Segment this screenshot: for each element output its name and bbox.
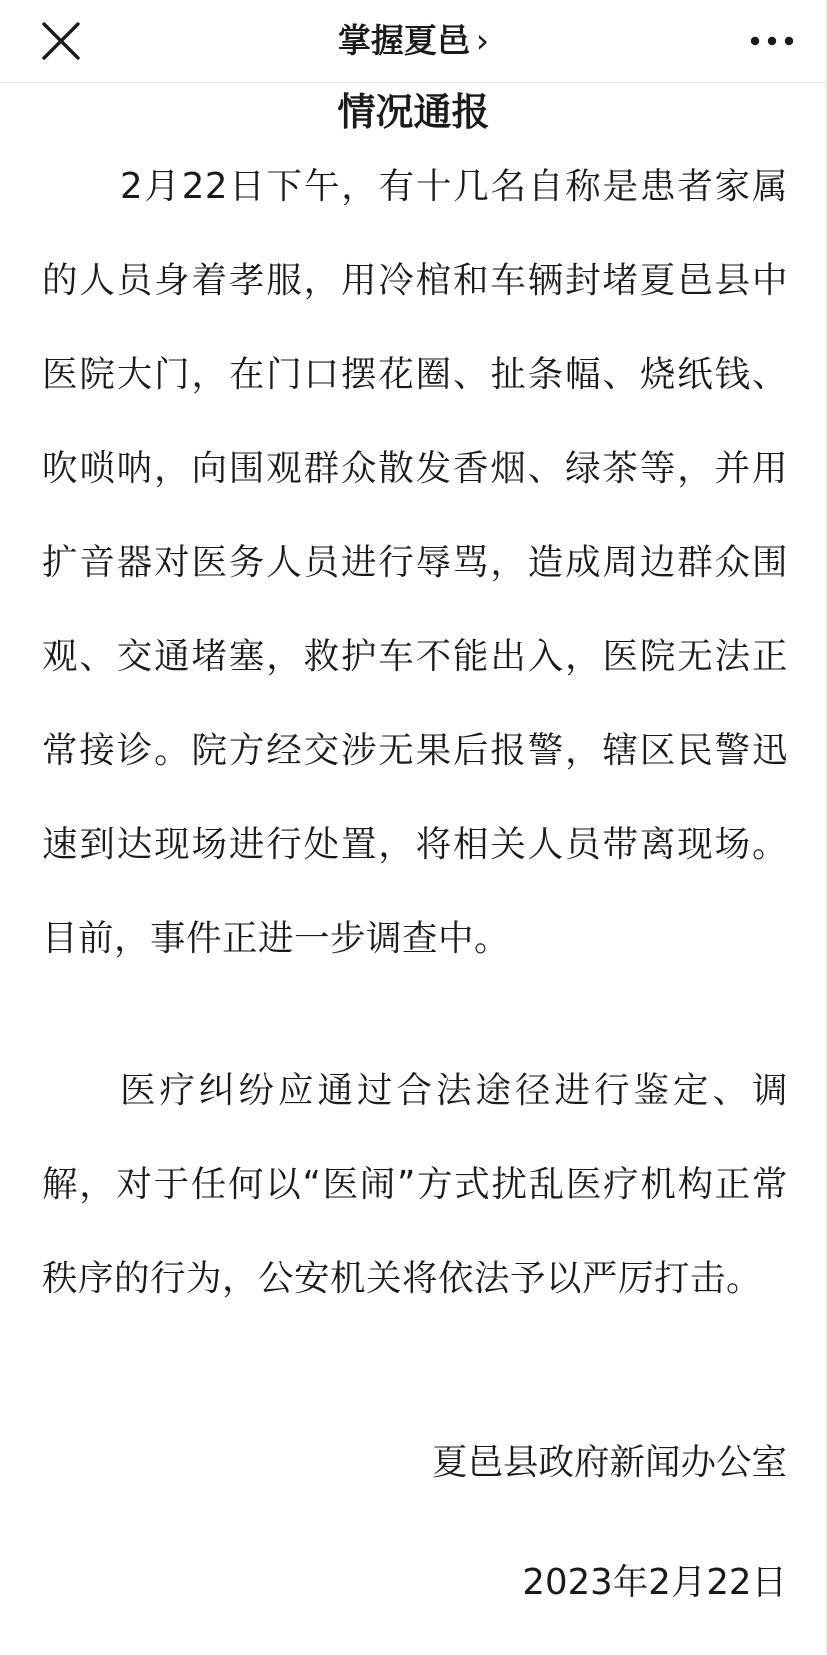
account-name: 掌握夏邑	[337, 21, 470, 60]
article-paragraph-2: 医疗纠纷应通过合法途径进行鉴定、调解，对于任何以“医闹”方式扰乱医疗机构正常秩序的行为，公安机关将依法予以严厉打击。	[42, 1070, 788, 1299]
top-navigation-bar	[0, 0, 827, 83]
chevron-right-icon: ›	[475, 21, 490, 60]
signature-date: 2023年2月22日	[522, 1562, 787, 1603]
account-name-link[interactable]	[0, 20, 827, 62]
more-icon[interactable]	[749, 28, 795, 54]
article-paragraph-1: 2月22日下午，有十几名自称是患者家属的人员身着孝服，用冷棺和车辆封堵夏邑县中医院大门，在门口摆花圈、扯条幅、烧纸钱、吹唢呐，向围观群众散发香烟、绿茶等，并用扩音器对医务人员进行辱骂，造成周边群众围观、交通堵塞，救护车不能出入，医院无法正常接诊。院方经交涉无果后报警，辖区民警迅速到达现场进行处置，将相关人员带离现场。目前，事件正进一步调查中。	[42, 166, 788, 959]
article-title: 情况通报	[337, 90, 490, 134]
signature-organization: 夏邑县政府新闻办公室	[431, 1442, 787, 1483]
